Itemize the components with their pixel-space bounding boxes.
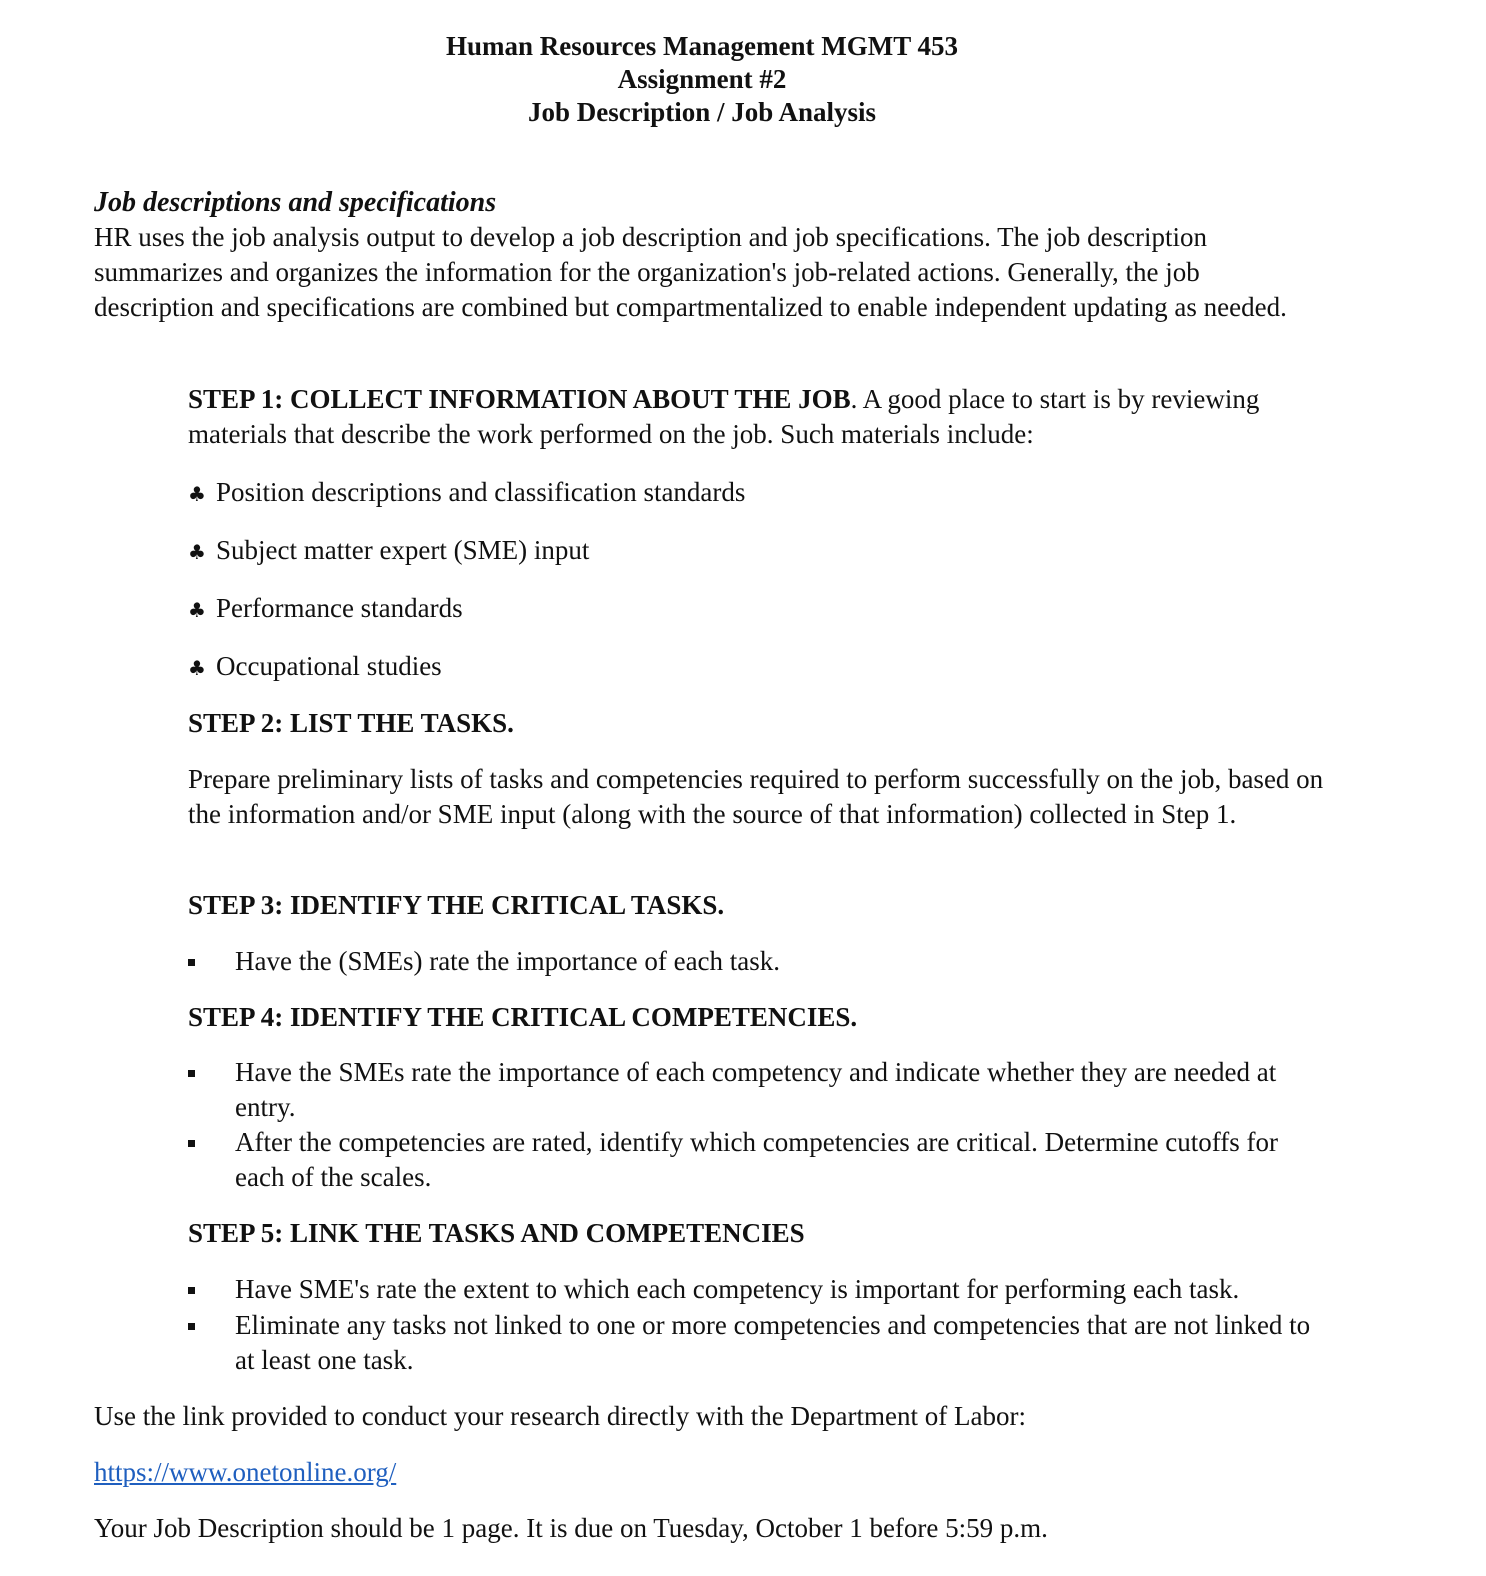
course-title: Human Resources Management MGMT 453 xyxy=(446,31,958,61)
list-item: Eliminate any tasks not linked to one or more competencies and competencies that are not linked to at least one task. xyxy=(188,1308,1328,1378)
list-item: Have the (SMEs) rate the importance of each task. xyxy=(188,944,1328,979)
assignment-number: Assignment #2 xyxy=(617,64,787,94)
document-header xyxy=(0,30,1404,129)
square-bullet-icon xyxy=(188,1070,195,1077)
list-item: ♣ Occupational studies xyxy=(188,649,442,686)
onet-link[interactable]: https://www.onetonline.org/ xyxy=(94,1457,397,1487)
step1-paragraph xyxy=(188,382,1328,452)
club-bullet-icon: ♣ xyxy=(188,540,206,564)
club-bullet-icon: ♣ xyxy=(188,656,206,680)
list-item: Have SME's rate the extent to which each competency is important for performing each task. xyxy=(188,1272,1328,1307)
list-item: ♣ Position descriptions and classification standards xyxy=(188,475,745,512)
assignment-topic: Job Description / Job Analysis xyxy=(527,97,877,127)
list-item: ♣ Subject matter expert (SME) input xyxy=(188,533,589,570)
club-bullet-icon: ♣ xyxy=(188,598,206,622)
step2-paragraph: Prepare preliminary lists of tasks and competencies required to perform successfully on the job, based on the information and/or SME input (along with the source of that information) collected in Step 1. xyxy=(188,764,1324,829)
due-date-note: Your Job Description should be 1 page. It is due on Tuesday, October 1 before 5:59 p.m. xyxy=(94,1513,1048,1543)
list-item: ♣ Performance standards xyxy=(188,591,463,628)
list-item: Have the SMEs rate the importance of each competency and indicate whether they are needed at entry. xyxy=(188,1055,1328,1125)
list-item: After the competencies are rated, identify which competencies are critical. Determine cutoffs for each of the scales. xyxy=(188,1125,1328,1195)
club-bullet-icon: ♣ xyxy=(188,482,206,506)
square-bullet-icon xyxy=(188,1287,195,1294)
research-instruction: Use the link provided to conduct your research directly with the Department of Labor: xyxy=(94,1401,1026,1431)
square-bullet-icon xyxy=(188,959,195,966)
square-bullet-icon xyxy=(188,1140,195,1147)
step2-title: STEP 2: LIST THE TASKS. xyxy=(188,708,514,738)
section-heading: Job descriptions and specifications xyxy=(94,187,497,218)
step1-text: . A good place to start is by reviewing materials that describe the work performed on the job. Such materials include: xyxy=(188,384,1260,449)
step3-title: STEP 3: IDENTIFY THE CRITICAL TASKS. xyxy=(188,890,725,920)
intro-paragraph: HR uses the job analysis output to develop a job description and job specifications. The job description summarizes and organizes the information for the organization's job-related actions. Generally, the job description and specifications are combined but compartmentalized to enable independent updating as needed. xyxy=(94,222,1287,322)
step5-title: STEP 5: LINK THE TASKS AND COMPETENCIES xyxy=(188,1218,805,1248)
onet-link-container xyxy=(94,1455,396,1490)
step4-title: STEP 4: IDENTIFY THE CRITICAL COMPETENCIES. xyxy=(188,1002,858,1032)
step1-title: STEP 1: COLLECT INFORMATION ABOUT THE JOB xyxy=(188,384,851,414)
square-bullet-icon xyxy=(188,1323,195,1330)
